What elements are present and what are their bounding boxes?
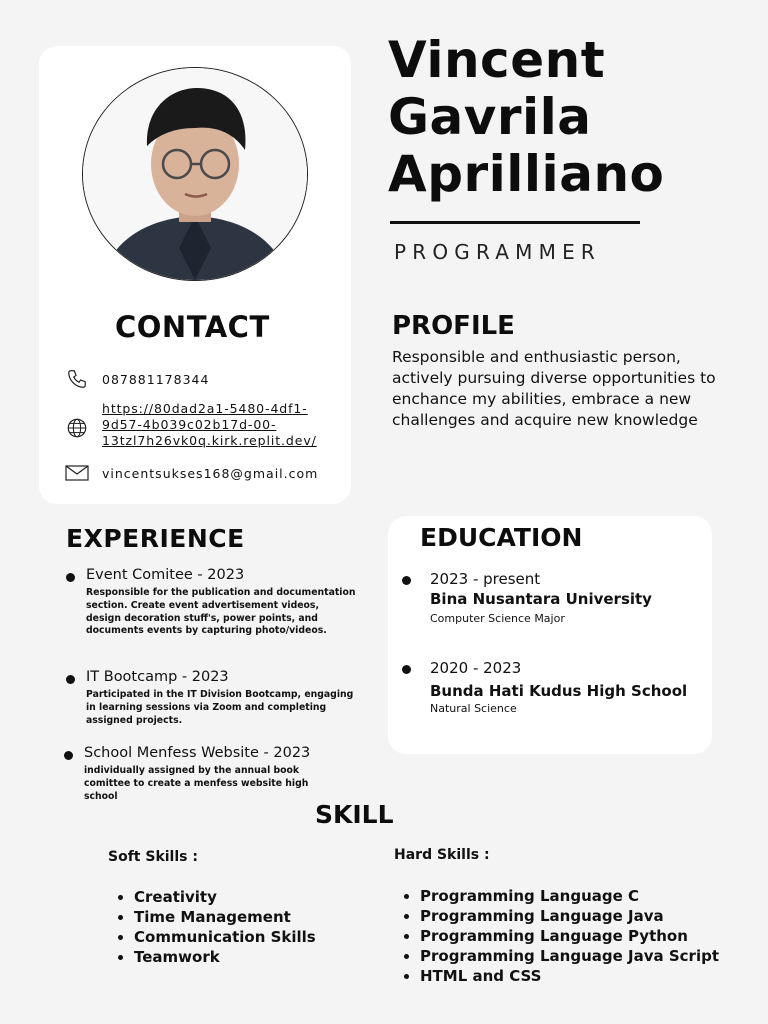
phone-icon (64, 366, 90, 392)
experience-description: Participated in the IT Division Bootcamp, engaging in learning sessions via Zoom and completing assigned projects. (86, 689, 354, 726)
globe-icon (64, 415, 90, 441)
full-name (388, 32, 664, 203)
email-address[interactable]: vincentsukses168@gmail.com (102, 465, 319, 481)
experience-heading: EXPERIENCE (66, 524, 245, 553)
experience-description: individually assigned by the annual book comittee to create a menfess website high school (84, 765, 309, 802)
experience-title: IT Bootcamp - 2023 (86, 669, 229, 685)
profile-photo (82, 67, 308, 281)
soft-skill-item: • Time Management (134, 907, 316, 927)
education-heading: EDUCATION (420, 523, 583, 552)
bullet-icon (402, 665, 411, 674)
phone-number: 087881178344 (102, 371, 210, 387)
name-line-1: Vincent (388, 31, 606, 89)
profile-heading: PROFILE (392, 311, 515, 341)
experience-title: Event Comitee - 2023 (86, 567, 245, 583)
hard-skills-heading: Hard Skills : (394, 847, 490, 863)
education-years: 2023 - present (430, 570, 541, 588)
skill-heading: SKILL (315, 800, 394, 829)
bullet-icon (66, 675, 75, 684)
hard-skill-item: • Programming Language Java (420, 906, 719, 926)
education-major: Computer Science Major (430, 612, 565, 625)
contact-heading: CONTACT (115, 310, 270, 344)
experience-title: School Menfess Website - 2023 (84, 745, 311, 761)
name-line-3: Aprilliano (388, 145, 665, 203)
contact-email-row (64, 460, 319, 486)
education-major: Natural Science (430, 702, 517, 715)
envelope-icon (64, 460, 90, 486)
soft-skills-list (114, 887, 316, 967)
hard-skills-list (400, 886, 719, 986)
name-line-2: Gavrila (388, 88, 592, 146)
bullet-icon (64, 751, 73, 760)
name-divider (390, 221, 640, 224)
contact-phone-row (64, 366, 210, 392)
education-years: 2020 - 2023 (430, 659, 522, 677)
profile-summary: Responsible and enthusiastic person, actively pursuing diverse opportunities to enchance my abilities, embrace a new challenges and acquire new knowledge (392, 348, 716, 429)
contact-website-row (64, 401, 317, 448)
hard-skill-item: • Programming Language Java Script (420, 946, 719, 966)
soft-skill-item: • Creativity (134, 887, 316, 907)
education-school: Bunda Hati Kudus High School (430, 682, 688, 700)
education-school: Bina Nusantara University (430, 590, 652, 608)
hard-skill-item: • HTML and CSS (420, 966, 719, 986)
bullet-icon (66, 573, 75, 582)
soft-skill-item: • Communication Skills (134, 927, 316, 947)
soft-skills-heading: Soft Skills : (108, 849, 198, 865)
bullet-icon (402, 576, 411, 585)
hard-skill-item: • Programming Language Python (420, 926, 719, 946)
job-title: PROGRAMMER (394, 240, 602, 264)
website-link[interactable]: https://80dad2a1-5480-4df1-9d57-4b039c02b17d-00-13tzl7h26vk0q.kirk.replit.dev/ (102, 401, 317, 448)
experience-description: Responsible for the publication and documentation section. Create event advertisement videos, design decoration stuff's, power points, and documents events by capturing photo/videos. (86, 587, 356, 637)
soft-skill-item: • Teamwork (134, 947, 316, 967)
hard-skill-item: • Programming Language C (420, 886, 719, 906)
